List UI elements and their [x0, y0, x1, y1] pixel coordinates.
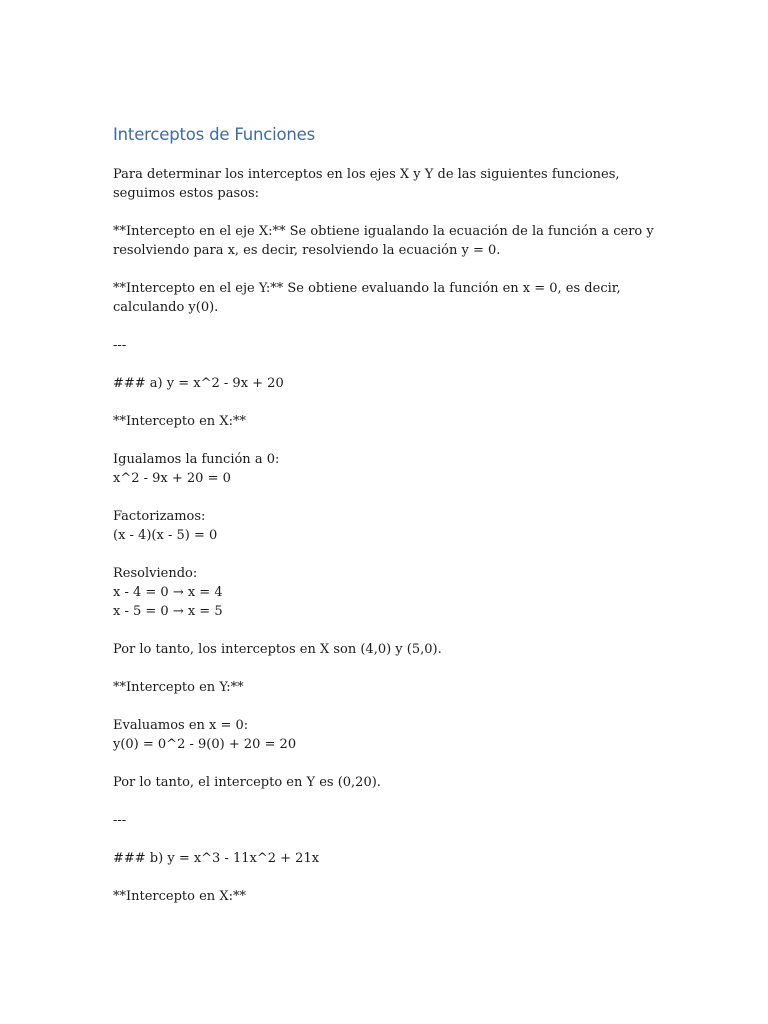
- paragraph-line: **Intercepto en X:**: [113, 889, 246, 904]
- paragraph-line: Igualamos la función a 0:: [113, 452, 280, 467]
- paragraph-line: Resolviendo:: [113, 566, 198, 581]
- paragraph-list: [113, 165, 673, 906]
- document-title: Interceptos de Funciones: [113, 125, 315, 144]
- paragraph: [113, 222, 673, 260]
- paragraph-line: Por lo tanto, el intercepto en Y es (0,20).: [113, 775, 381, 790]
- paragraph-line: ### b) y = x^3 - 11x^2 + 21x: [113, 851, 320, 866]
- paragraph-line: ---: [113, 813, 127, 828]
- paragraph: [113, 412, 673, 431]
- paragraph: [113, 279, 673, 317]
- paragraph: [113, 716, 673, 754]
- paragraph-line: **Intercepto en el eje Y:** Se obtiene evaluando la función en x = 0, es decir, calculando y(0).: [113, 281, 625, 315]
- paragraph: [113, 336, 673, 355]
- paragraph: [113, 678, 673, 697]
- paragraph-line: **Intercepto en X:**: [113, 414, 246, 429]
- paragraph: [113, 165, 673, 203]
- paragraph-line: x^2 - 9x + 20 = 0: [113, 471, 231, 486]
- paragraph: [113, 773, 673, 792]
- document-body: [113, 124, 673, 925]
- paragraph: [113, 450, 673, 488]
- paragraph: [113, 507, 673, 545]
- paragraph-line: **Intercepto en el eje X:** Se obtiene igualando la ecuación de la función a cero y resolviendo para x, es decir, resolviendo la ecuación y = 0.: [113, 224, 658, 258]
- paragraph-line: y(0) = 0^2 - 9(0) + 20 = 20: [113, 737, 297, 752]
- paragraph-line: **Intercepto en Y:**: [113, 680, 244, 695]
- paragraph-line: ### a) y = x^2 - 9x + 20: [113, 376, 284, 391]
- paragraph-line: (x - 4)(x - 5) = 0: [113, 528, 218, 543]
- paragraph: [113, 640, 673, 659]
- paragraph: [113, 849, 673, 868]
- paragraph-line: x - 4 = 0 → x = 4: [113, 585, 223, 600]
- paragraph-line: Para determinar los interceptos en los ejes X y Y de las siguientes funciones, seguimos estos pasos:: [113, 167, 624, 201]
- paragraph: [113, 374, 673, 393]
- paragraph-line: Factorizamos:: [113, 509, 206, 524]
- paragraph: [113, 564, 673, 621]
- paragraph: [113, 811, 673, 830]
- paragraph-line: Por lo tanto, los interceptos en X son (4,0) y (5,0).: [113, 642, 442, 657]
- paragraph-line: x - 5 = 0 → x = 5: [113, 604, 223, 619]
- paragraph-line: Evaluamos en x = 0:: [113, 718, 249, 733]
- paragraph-line: ---: [113, 338, 127, 353]
- paragraph: [113, 887, 673, 906]
